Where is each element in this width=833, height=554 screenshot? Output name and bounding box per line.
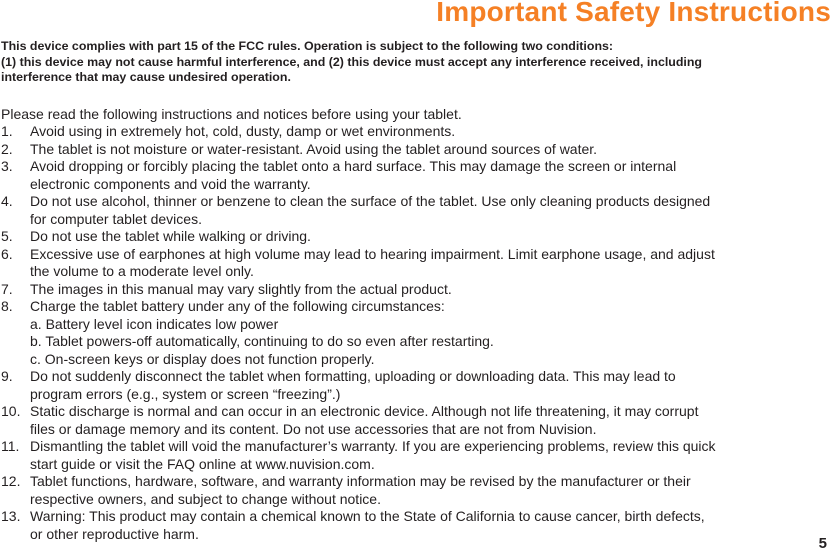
instruction-number: 9. <box>1 368 13 384</box>
instruction-text <box>30 368 833 403</box>
instruction-number: 10. <box>1 403 21 419</box>
fcc-notice-line: (1) this device may not cause harmful interference, and (2) this device must accept any interference received, including <box>1 54 702 69</box>
page-title: Important Safety Instructions <box>436 0 831 27</box>
page-number: 5 <box>818 535 827 552</box>
instruction-line: Warning: This product may contain a chemical known to the State of California to cause cancer, birth defects, <box>30 508 705 524</box>
instruction-line: Tablet functions, hardware, software, and warranty information may be revised by the manufacturer or their <box>30 473 691 489</box>
instruction-line: Avoid using in extremely hot, cold, dusty, damp or wet environments. <box>30 123 456 139</box>
instruction-line: files or damage memory and its content. Do not use accessories that are not from Nuvision. <box>30 420 597 437</box>
instruction-line: a. Battery level icon indicates low power <box>30 315 279 332</box>
instruction-number: 5. <box>1 228 13 244</box>
instruction-line: for computer tablet devices. <box>30 210 202 227</box>
fcc-notice-line: This device complies with part 15 of the FCC rules. Operation is subject to the following two conditions: <box>1 39 614 53</box>
instruction-line: The images in this manual may vary slightly from the actual product. <box>30 280 452 297</box>
instruction-item <box>1 281 833 299</box>
instruction-line: electronic components and void the warranty. <box>30 175 311 192</box>
instruction-line: program errors (e.g., system or screen “freezing”.) <box>30 385 341 402</box>
instruction-number: 4. <box>1 193 13 209</box>
instruction-number: 6. <box>1 245 13 262</box>
instruction-line: or other reproductive harm. <box>30 525 199 542</box>
instruction-number: 11. <box>1 438 20 454</box>
instruction-line: Do not use alcohol, thinner or benzene to clean the surface of the tablet. Use only cleaning products designed <box>30 193 711 209</box>
instruction-number: 2. <box>1 140 13 157</box>
instruction-text <box>30 298 833 368</box>
instruction-item <box>1 403 833 438</box>
instruction-text <box>30 158 833 193</box>
instruction-number: 12. <box>1 473 21 489</box>
instruction-number: 3. <box>1 158 13 174</box>
instruction-line: the volume to a moderate level only. <box>30 263 254 279</box>
instruction-item <box>1 141 833 159</box>
instruction-line: Charge the tablet battery under any of the following circumstances: <box>30 298 445 314</box>
instruction-text <box>30 281 833 299</box>
instruction-text <box>30 141 833 159</box>
instruction-text <box>30 473 833 508</box>
instruction-item <box>1 158 833 193</box>
instruction-list <box>1 123 833 543</box>
instruction-item <box>1 123 833 141</box>
fcc-notice-line: interference that may cause undesired operation. <box>1 70 291 84</box>
instruction-line: Static discharge is normal and can occur in an electronic device. Although not life threatening, it may corrupt <box>30 403 699 419</box>
instruction-text <box>30 438 833 473</box>
instruction-line: Dismantling the tablet will void the manufacturer’s warranty. If you are experiencing problems, review this quick <box>30 438 716 454</box>
instruction-number: 7. <box>1 280 13 297</box>
instruction-item <box>1 298 833 368</box>
instruction-number: 1. <box>1 123 13 139</box>
instruction-line: Excessive use of earphones at high volume may lead to hearing impairment. Limit earphone usage, and adjust <box>30 245 715 262</box>
instruction-item <box>1 438 833 473</box>
instruction-item <box>1 193 833 228</box>
instruction-text <box>30 193 833 228</box>
fcc-notice <box>1 39 829 86</box>
instruction-item <box>1 246 833 281</box>
intro-text: Please read the following instructions and notices before using your tablet. <box>1 106 462 122</box>
instruction-item <box>1 473 833 508</box>
instruction-text <box>30 403 833 438</box>
instruction-line: c. On-screen keys or display does not function properly. <box>30 350 375 367</box>
instruction-line: respective owners, and subject to change without notice. <box>30 490 381 507</box>
instruction-line: Do not use the tablet while walking or driving. <box>30 228 311 244</box>
instruction-line: The tablet is not moisture or water-resistant. Avoid using the tablet around sources of water. <box>30 140 598 157</box>
instruction-number: 8. <box>1 298 13 314</box>
instruction-item <box>1 228 833 246</box>
instruction-line: b. Tablet powers-off automatically, continuing to do so even after restarting. <box>30 333 494 349</box>
instruction-line: Do not suddenly disconnect the tablet when formatting, uploading or downloading data. This may lead to <box>30 368 676 384</box>
instruction-text <box>30 123 833 141</box>
instruction-number: 13. <box>1 508 21 524</box>
instruction-item <box>1 508 833 543</box>
instruction-text <box>30 246 833 281</box>
instruction-text <box>30 508 833 543</box>
instruction-line: Avoid dropping or forcibly placing the tablet onto a hard surface. This may damage the screen or internal <box>30 158 677 174</box>
instruction-item <box>1 368 833 403</box>
instruction-text <box>30 228 833 246</box>
instruction-line: start guide or visit the FAQ online at www.nuvision.com. <box>30 455 375 472</box>
